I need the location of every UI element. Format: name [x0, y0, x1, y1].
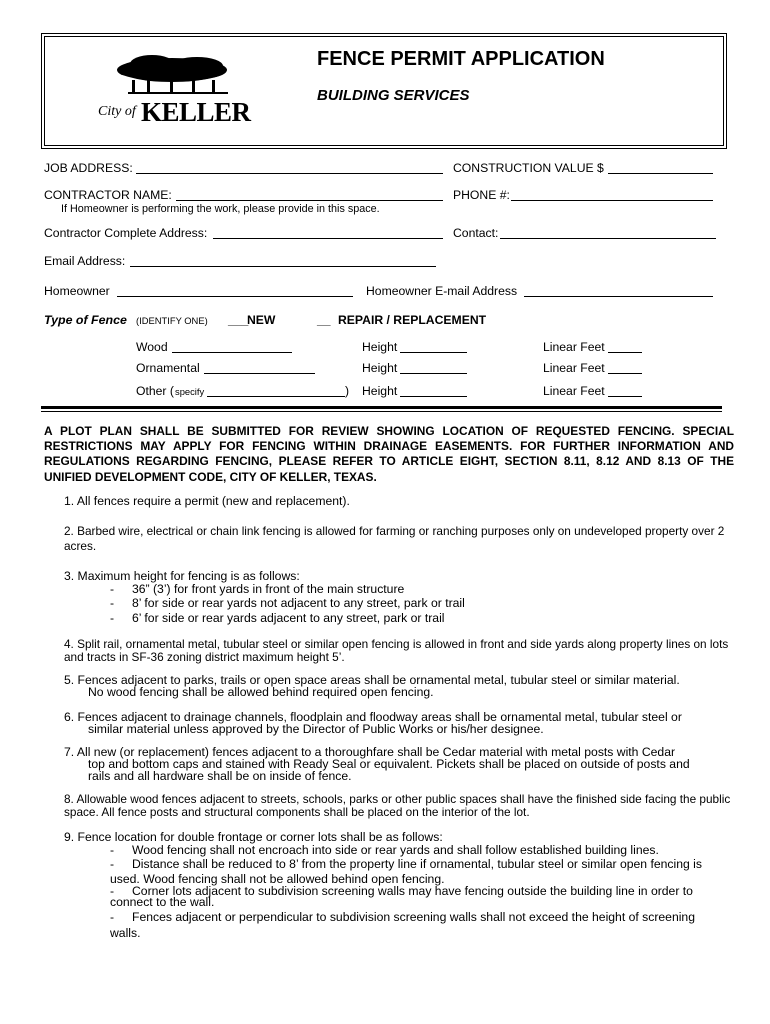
- ornamental-label: Ornamental: [136, 361, 200, 375]
- other-height-field[interactable]: [400, 396, 467, 397]
- rule-9-dash-b: -: [110, 857, 115, 871]
- other-linear-label: Linear Feet: [543, 384, 605, 398]
- phone-field[interactable]: [511, 200, 713, 201]
- rule-1: 1. All fences require a permit (new and replacement).: [64, 494, 350, 508]
- rule-7b: top and bottom caps and stained with Ready Seal or equivalent. Pickets shall be placed on outside of posts and: [88, 757, 690, 771]
- rule-9-dash-a: -: [110, 843, 115, 857]
- contractor-name-field[interactable]: [176, 200, 443, 201]
- rule-3: 3. Maximum height for fencing is as follows:: [64, 569, 300, 583]
- job-address-label: JOB ADDRESS:: [44, 161, 133, 175]
- wood-height-field[interactable]: [400, 352, 467, 353]
- page-subtitle: BUILDING SERVICES: [317, 87, 470, 104]
- rule-9-dash-d: -: [110, 910, 115, 924]
- homeowner-email-field[interactable]: [524, 296, 713, 297]
- contractor-address-label: Contractor Complete Address:: [44, 226, 208, 240]
- new-option-label: NEW: [247, 313, 276, 327]
- rule-9b2: used. Wood fencing shall not be allowed behind open fencing.: [110, 872, 445, 886]
- page-title: FENCE PERMIT APPLICATION: [317, 48, 605, 70]
- other-specify-label: specify: [175, 386, 205, 397]
- logo-keller: KELLER: [141, 97, 251, 127]
- contact-label: Contact:: [453, 226, 499, 240]
- fence-type-label: Type of Fence: [44, 313, 127, 327]
- ornamental-field[interactable]: [204, 373, 315, 374]
- homeowner-field[interactable]: [117, 296, 353, 297]
- logo-city-of: City of: [98, 104, 136, 119]
- wood-linear-field[interactable]: [608, 352, 642, 353]
- ornamental-linear-label: Linear Feet: [543, 361, 605, 375]
- identify-one-label: (IDENTIFY ONE): [136, 315, 208, 326]
- wood-label: Wood: [136, 340, 168, 354]
- rule-3b: 8’ for side or rear yards not adjacent to any street, park or trail: [132, 596, 465, 610]
- rule-9: 9. Fence location for double frontage or corner lots shall be as follows:: [64, 830, 443, 844]
- rule-3-dash-c: -: [110, 611, 115, 625]
- rule-6a: 6. Fences adjacent to drainage channels, floodplain and floodway areas shall be ornamental metal, tubular steel or: [64, 710, 682, 724]
- section-divider-thin: [41, 411, 722, 412]
- contact-field[interactable]: [500, 238, 716, 239]
- repair-option-blank[interactable]: __: [317, 313, 331, 327]
- rule-6b: similar material unless approved by the Director of Public Works or his/her designee.: [88, 722, 544, 736]
- rule-7c: rails and all hardware shall be on inside of fence.: [88, 769, 352, 783]
- rule-7a: 7. All new (or replacement) fences adjacent to a thoroughfare shall be Cedar material with metal posts with Cedar: [64, 745, 676, 759]
- new-option-blank[interactable]: ___: [228, 313, 249, 327]
- ornamental-height-label: Height: [362, 361, 398, 375]
- repair-option-label: REPAIR / REPLACEMENT: [338, 313, 487, 327]
- other-linear-field[interactable]: [608, 396, 642, 397]
- rule-5a: 5. Fences adjacent to parks, trails or open space areas shall be ornamental metal, tubular steel or similar material.: [64, 673, 680, 687]
- other-label: Other (: [136, 384, 174, 398]
- construction-value-field[interactable]: [608, 173, 713, 174]
- ornamental-linear-field[interactable]: [608, 373, 642, 374]
- rule-9-dash-c: -: [110, 884, 115, 898]
- phone-label: PHONE #:: [453, 188, 510, 202]
- rule-9c: Corner lots adjacent to subdivision screening walls may have fencing outside the building line in order to: [132, 884, 693, 898]
- rule-2: 2. Barbed wire, electrical or chain link fencing is allowed for farming or ranching purposes only on undeveloped property over 2 acres.: [64, 524, 725, 553]
- rule-3c: 6’ for side or rear yards adjacent to any street, park or trail: [132, 611, 445, 625]
- contractor-address-field[interactable]: [213, 238, 443, 239]
- rule-5b: No wood fencing shall be allowed behind required open fencing.: [88, 685, 434, 699]
- rule-3-dash-a: -: [110, 582, 115, 596]
- wood-height-label: Height: [362, 340, 398, 354]
- other-specify-field[interactable]: [207, 396, 345, 397]
- rule-8: 8. Allowable wood fences adjacent to streets, schools, parks or other public spaces shall have the finished side facing the public space. All fence posts and structural components shall be placed on the interior of the lot.: [64, 792, 731, 819]
- section-divider-thick: [41, 406, 722, 409]
- ornamental-height-field[interactable]: [400, 373, 467, 374]
- rule-9a: Wood fencing shall not encroach into side or rear yards and shall follow established building lines.: [132, 843, 659, 857]
- homeowner-label: Homeowner: [44, 284, 110, 298]
- construction-value-label: CONSTRUCTION VALUE $: [453, 161, 604, 175]
- rule-3a: 36” (3’) for front yards in front of the main structure: [132, 582, 405, 596]
- email-label: Email Address:: [44, 254, 126, 268]
- other-close-paren: ): [345, 384, 350, 398]
- rule-9d2: walls.: [110, 926, 141, 940]
- rule-9d: Fences adjacent or perpendicular to subdivision screening walls shall not exceed the height of screening: [132, 910, 695, 924]
- email-field[interactable]: [130, 266, 436, 267]
- contractor-name-label: CONTRACTOR NAME:: [44, 188, 172, 202]
- homeowner-note: If Homeowner is performing the work, please provide in this space.: [61, 203, 380, 215]
- job-address-field[interactable]: [136, 173, 443, 174]
- wood-field[interactable]: [172, 352, 292, 353]
- rule-4: 4. Split rail, ornamental metal, tubular steel or similar open fencing is allowed in front and side yards along property lines on lots and tracts in SF-36 zoning district maximum height 5’.: [64, 637, 729, 664]
- other-height-label: Height: [362, 384, 398, 398]
- wood-linear-label: Linear Feet: [543, 340, 605, 354]
- homeowner-email-label: Homeowner E-mail Address: [366, 284, 518, 298]
- rule-9b: Distance shall be reduced to 8’ from the property line if ornamental, tubular steel or similar open fencing is: [132, 857, 702, 871]
- rule-3-dash-b: -: [110, 596, 115, 610]
- rule-9c2: connect to the wall.: [110, 895, 215, 909]
- plot-plan-notice: A PLOT PLAN SHALL BE SUBMITTED FOR REVIEW SHOWING LOCATION OF REQUESTED FENCING. SPECIAL RESTRICTIONS MAY APPLY FOR FENCING WITHIN DRAINAGE EASEMENTS. FOR FURTHER INFORMATION AND REGULATIONS REGARDING FENCING, PLEASE REFER TO ARTICLE EIGHT, SECTION 8.11, 8.12 AND 8.13 OF THE UNIFIED DEVELOPMENT CODE, CITY OF KELLER, TEXAS.: [44, 424, 734, 484]
